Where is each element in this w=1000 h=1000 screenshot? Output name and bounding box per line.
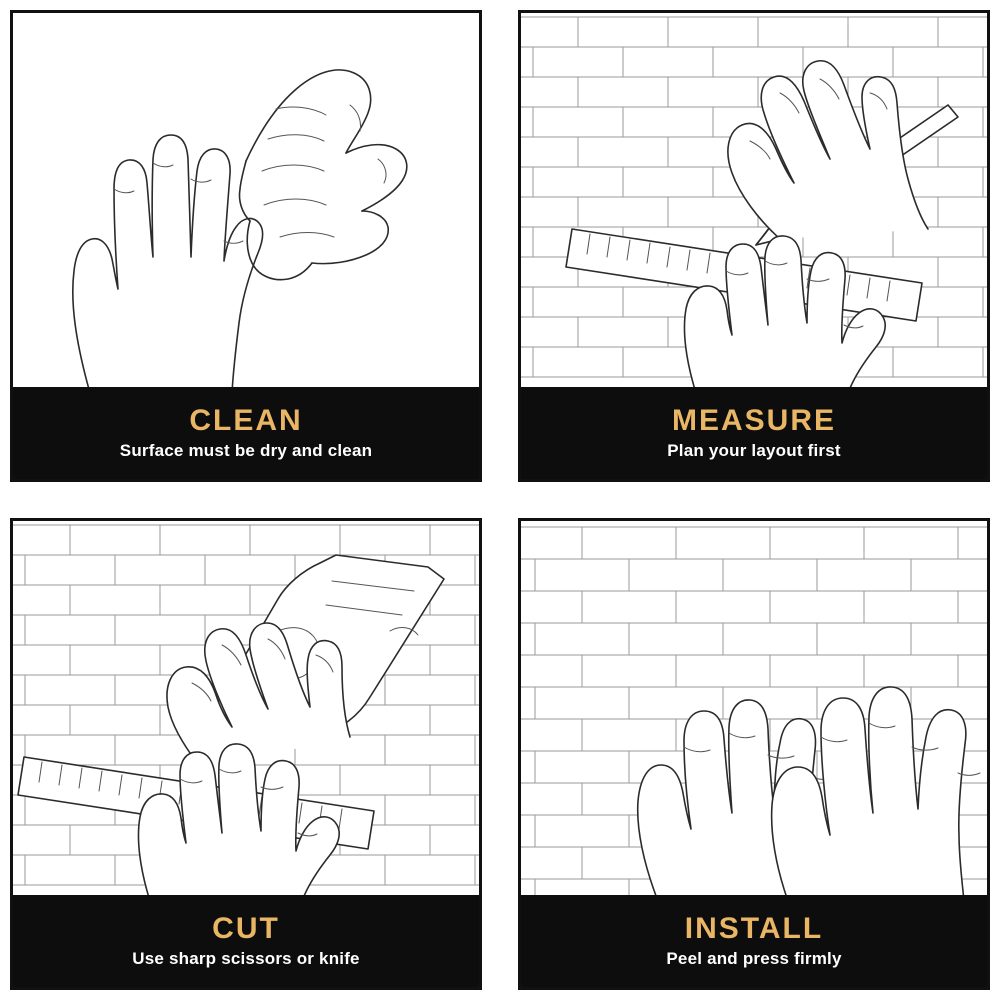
panel-subtitle: Use sharp scissors or knife (132, 949, 360, 969)
panel-measure (518, 10, 990, 482)
illustration-install (521, 521, 987, 901)
panel-subtitle: Peel and press firmly (666, 949, 842, 969)
panel-subtitle: Surface must be dry and clean (119, 441, 373, 461)
panel-title: CUT (212, 911, 280, 945)
panel-title: INSTALL (684, 911, 824, 945)
panel-subtitle: Plan your layout first (667, 441, 841, 461)
panel-title: MEASURE (671, 403, 836, 437)
panel-clean (10, 10, 482, 482)
panel-cut (10, 518, 482, 990)
panel-install (518, 518, 990, 990)
caption-clean (13, 387, 479, 479)
hand-icon (73, 135, 263, 393)
caption-install (521, 895, 987, 987)
illustration-measure (521, 13, 987, 393)
panel-title: CLEAN (189, 403, 303, 437)
illustration-clean (13, 13, 479, 393)
illustration-cut (13, 521, 479, 901)
panel-grid (10, 10, 990, 990)
caption-measure (521, 387, 987, 479)
cloth-icon (239, 70, 406, 280)
caption-cut (13, 895, 479, 987)
